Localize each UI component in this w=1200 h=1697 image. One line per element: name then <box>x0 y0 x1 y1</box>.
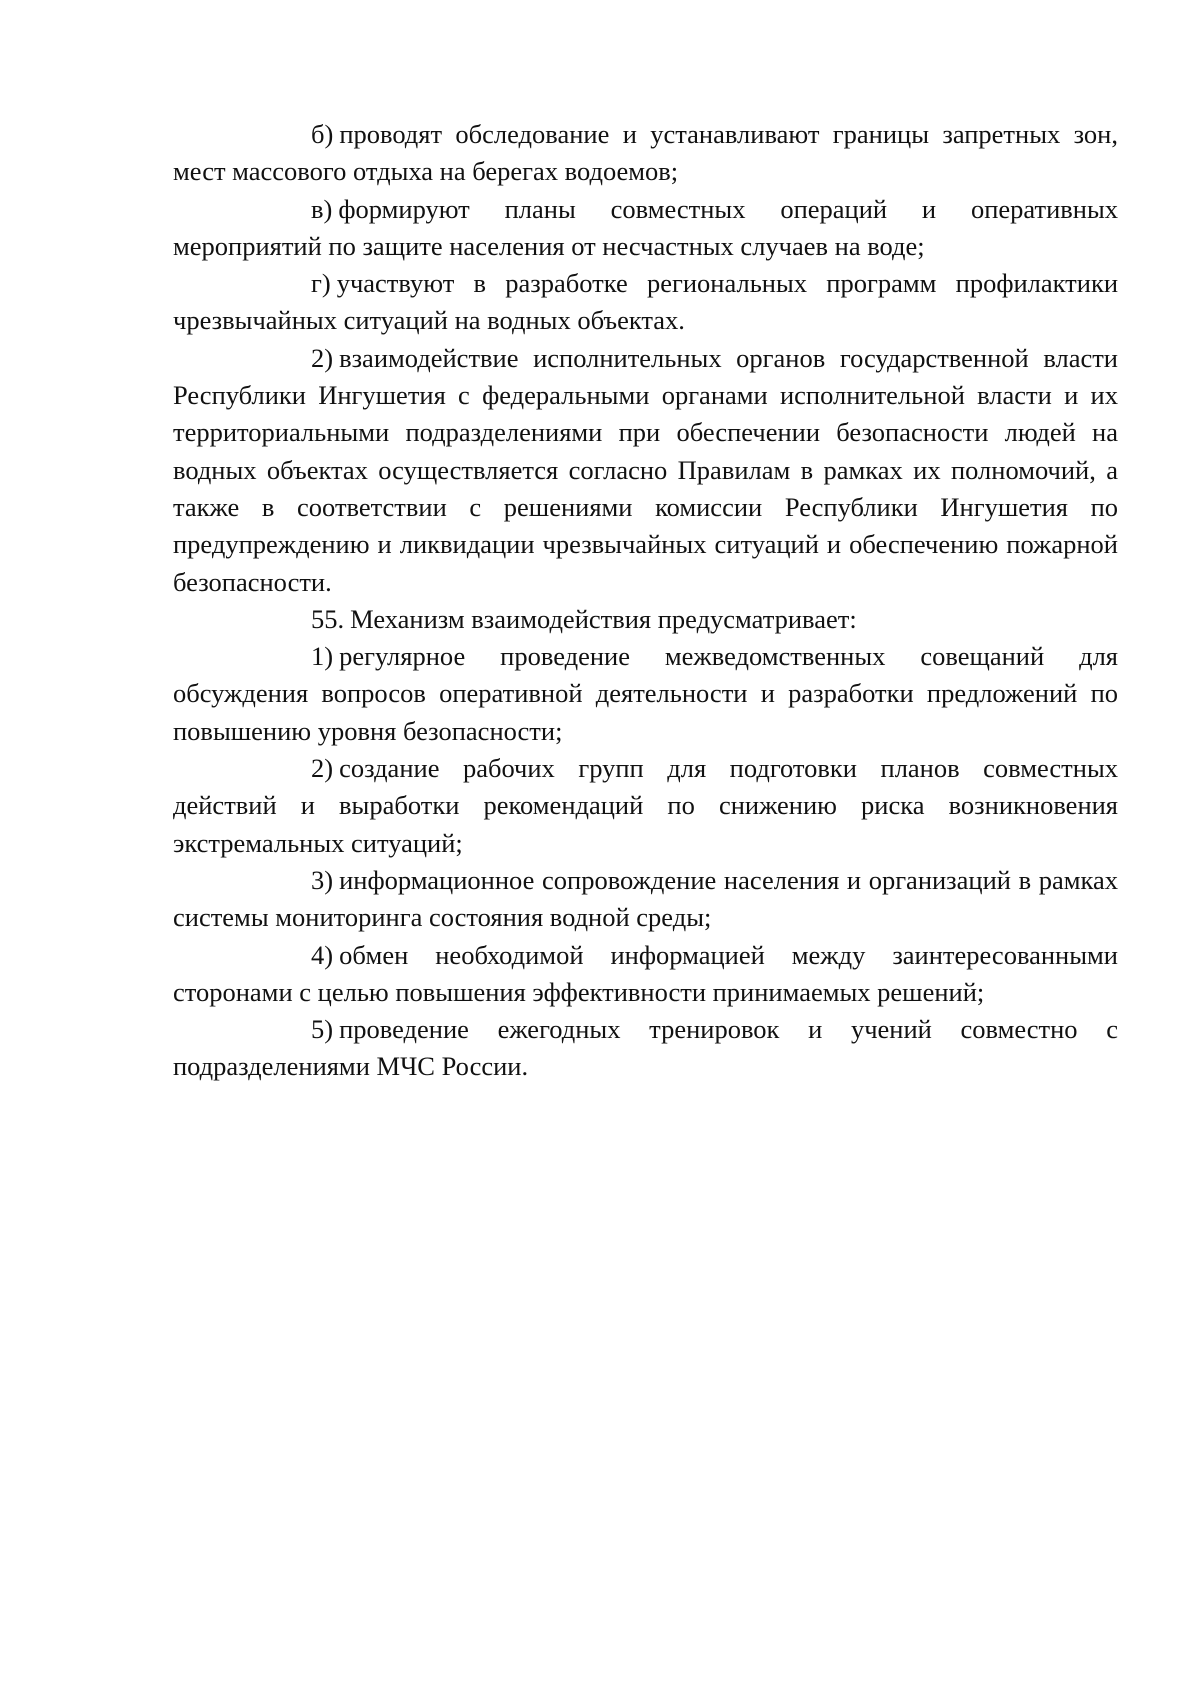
paragraph-text: создание рабочих групп для подготовки планов совместных действий и выработки рекомендаций по снижению риска возникновения экстремальных ситуаций; <box>173 753 1118 858</box>
paragraph-text: обмен необходимой информацией между заинтересованными сторонами с целью повышения эффективности принимаемых решений; <box>173 939 1118 1007</box>
paragraph-marker: 2) <box>311 753 334 784</box>
paragraph-text: участвуют в разработке региональных программ профилактики чрезвычайных ситуаций на водных объектах. <box>173 268 1118 336</box>
paragraph-marker: 55. <box>311 603 345 634</box>
paragraph-g <box>173 265 1118 340</box>
paragraph-text: Механизм взаимодействия предусматривает: <box>350 603 857 634</box>
paragraph-marker: б) <box>311 119 334 149</box>
paragraph-marker: 2) <box>311 342 334 373</box>
paragraph-text: формируют планы совместных операций и оперативных мероприятий по защите населения от несчастных случаев на воде; <box>173 193 1118 261</box>
paragraph-marker: в) <box>311 193 333 224</box>
paragraph-5-trainings <box>173 1011 1118 1086</box>
paragraph-v <box>173 191 1118 266</box>
paragraph-marker: 3) <box>311 864 334 895</box>
paragraph-2-interaction <box>173 340 1118 601</box>
paragraph-marker: 4) <box>311 939 334 970</box>
paragraph-text: проводят обследование и устанавливают границы запретных зон, мест массового отдыха на берегах водоемов; <box>173 119 1118 187</box>
paragraph-marker: 5) <box>311 1014 334 1045</box>
paragraph-text: информационное сопровождение населения и организаций в рамках системы мониторинга состояния водной среды; <box>173 864 1118 933</box>
paragraph-1-meetings <box>173 638 1118 750</box>
paragraph-2-working-groups <box>173 750 1118 862</box>
paragraph-marker: 1) <box>311 641 334 672</box>
paragraph-text: проведение ежегодных тренировок и учений совместно с подразделениями МЧС России. <box>173 1014 1118 1082</box>
paragraph-55 <box>173 601 1118 638</box>
paragraph-text: регулярное проведение межведомственных совещаний для обсуждения вопросов оперативной деятельности и разработки предложений по повышению уровня безопасности; <box>173 641 1118 746</box>
paragraph-text: взаимодействие исполнительных органов государственной власти Республики Ингушетия с федеральными органами исполнительной власти и их территориальными подразделениями при обеспечении безопасности людей на водных объектах осуществляется согласно Правилам в рамках их полномочий, а также в соответствии с решениями комиссии Республики Ингушетия по предупреждению и ликвидации чрезвычайных ситуаций и обеспечению пожарной безопасности. <box>173 342 1118 597</box>
paragraph-marker: г) <box>311 268 331 299</box>
document-body <box>173 116 1118 1086</box>
paragraph-4-exchange <box>173 937 1118 1012</box>
paragraph-b <box>173 116 1118 191</box>
paragraph-3-information <box>173 862 1118 937</box>
